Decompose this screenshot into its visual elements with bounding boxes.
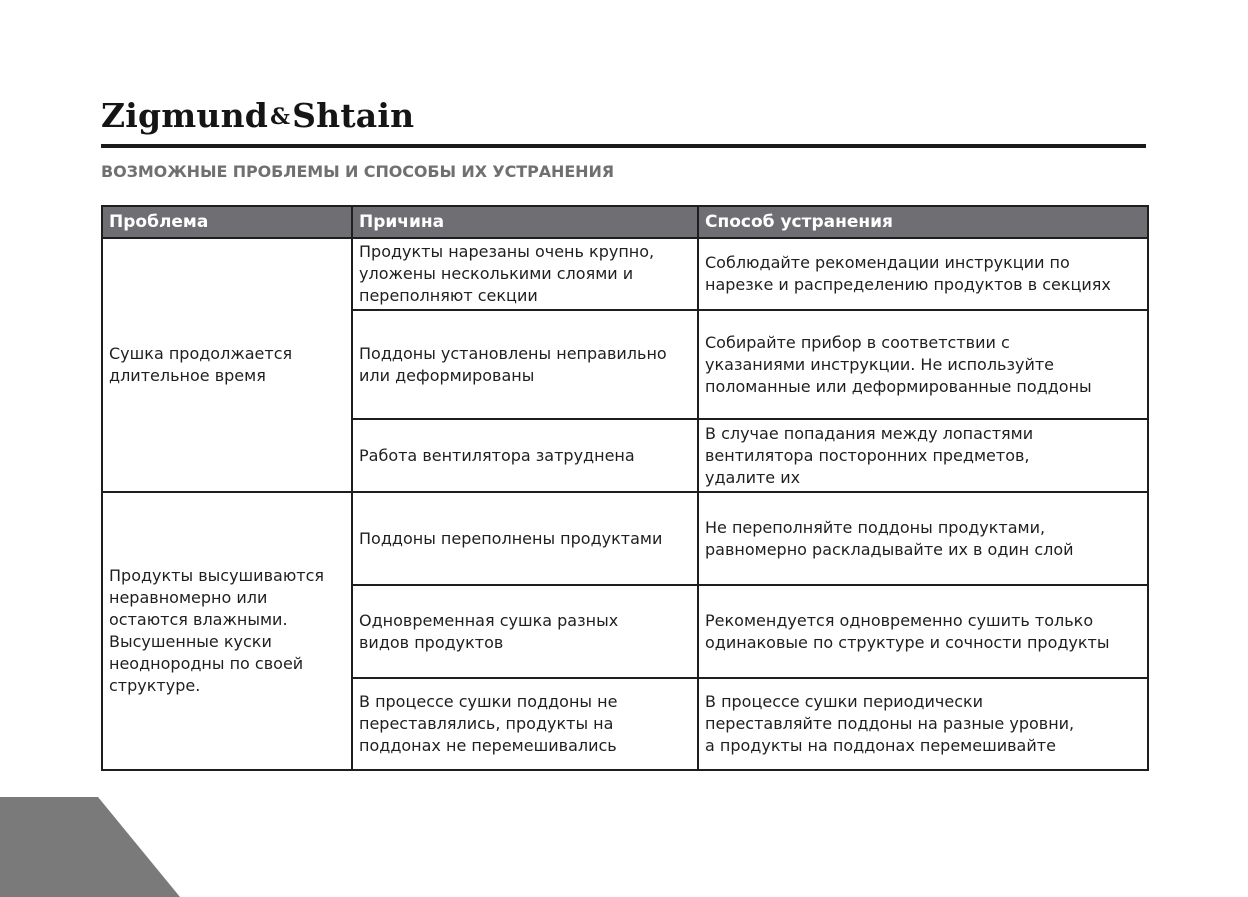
page-corner-decoration — [0, 797, 180, 897]
solution-cell: Рекомендуется одновременно сушить только одинаковые по структуре и сочности продукты — [698, 585, 1148, 678]
brand-logo — [101, 96, 414, 137]
header-solution: Способ устранения — [698, 206, 1148, 238]
header-cause: Причина — [352, 206, 698, 238]
table-row — [102, 492, 1148, 585]
solution-cell: Не переполняйте поддоны продуктами, равномерно раскладывайте их в один слой — [698, 492, 1148, 585]
cause-cell: Поддоны переполнены продуктами — [352, 492, 698, 585]
cause-cell: Продукты нарезаны очень крупно, уложены несколькими слоями и переполняют секции — [352, 238, 698, 310]
logo-text-left: Zigmund — [101, 96, 269, 135]
troubleshooting-table — [101, 205, 1149, 771]
logo-ampersand: & — [270, 104, 291, 130]
cause-cell: Одновременная сушка разных видов продуктов — [352, 585, 698, 678]
corner-triangle-shape — [0, 797, 180, 897]
cause-cell: Поддоны установлены неправильно или деформированы — [352, 310, 698, 419]
table-header-row — [102, 206, 1148, 238]
header-problem: Проблема — [102, 206, 352, 238]
solution-cell: Собирайте прибор в соответствии с указаниями инструкции. Не используйте поломанные или деформированные поддоны — [698, 310, 1148, 419]
header-divider — [101, 144, 1146, 148]
section-title: ВОЗМОЖНЫЕ ПРОБЛЕМЫ И СПОСОБЫ ИХ УСТРАНЕНИЯ — [101, 162, 614, 181]
problem-cell: Сушка продолжается длительное время — [102, 238, 352, 492]
solution-cell: В случае попадания между лопастями вентилятора посторонних предметов, удалите их — [698, 419, 1148, 492]
cause-cell: В процессе сушки поддоны не переставлялись, продукты на поддонах не перемешивались — [352, 678, 698, 770]
solution-cell: В процессе сушки периодически переставляйте поддоны на разные уровни, а продукты на поддонах перемешивайте — [698, 678, 1148, 770]
logo-text-right: Shtain — [292, 96, 415, 135]
table-row — [102, 238, 1148, 310]
problem-cell: Продукты высушиваются неравномерно или остаются влажными. Высушенные куски неоднородны по своей структуре. — [102, 492, 352, 770]
cause-cell: Работа вентилятора затруднена — [352, 419, 698, 492]
solution-cell: Соблюдайте рекомендации инструкции по нарезке и распределению продуктов в секциях — [698, 238, 1148, 310]
